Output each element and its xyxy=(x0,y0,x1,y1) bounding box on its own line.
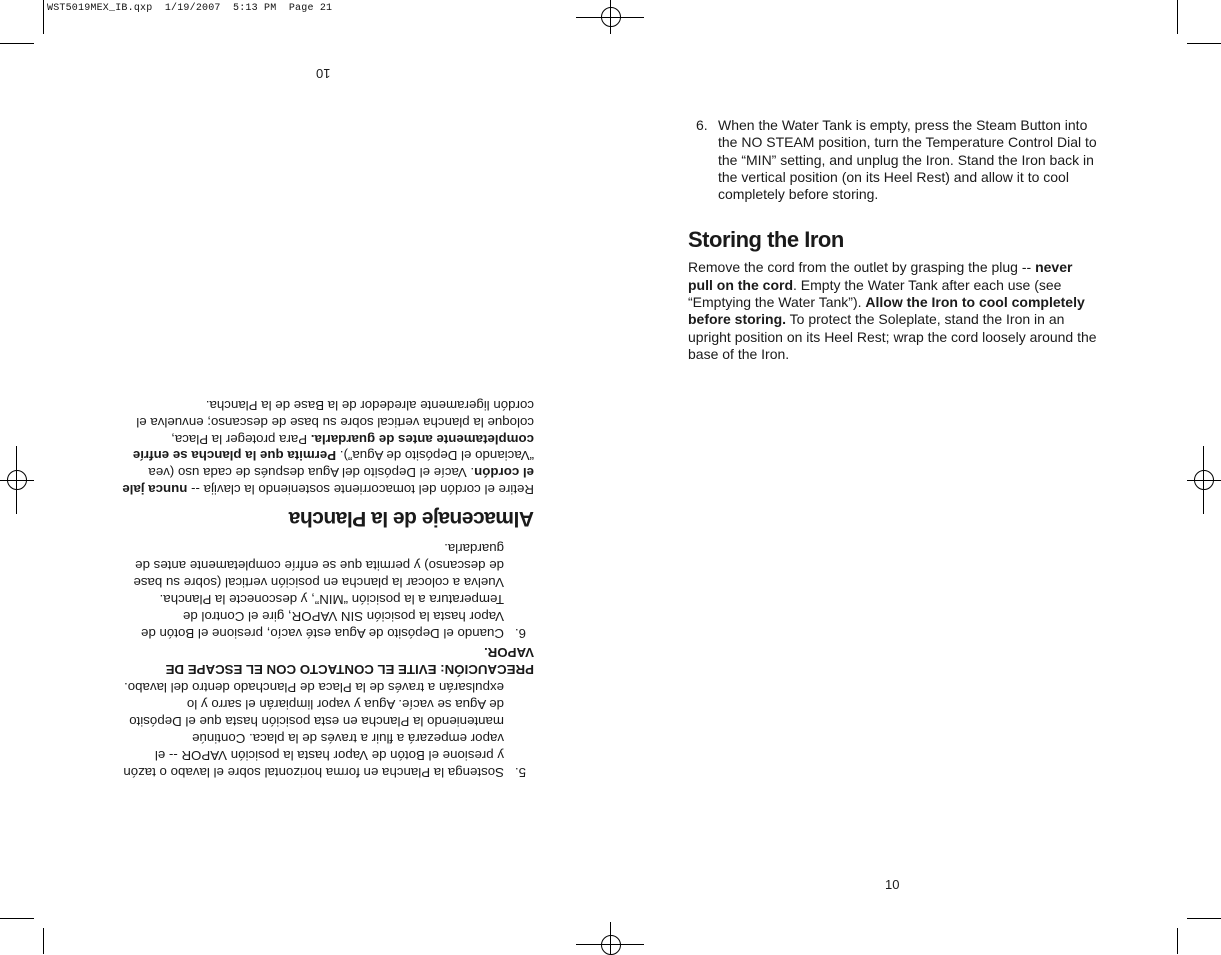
crop-mark xyxy=(43,0,44,34)
para-text: . Empty the Water Tank after each use (see “Emptying the Water Tank”). xyxy=(688,276,1062,311)
storing-paragraph xyxy=(688,259,1100,363)
step-number: 6. xyxy=(514,625,526,641)
crop-mark xyxy=(0,918,34,919)
step-6 xyxy=(688,117,1100,203)
storing-paragraph xyxy=(122,396,534,497)
crop-mark xyxy=(1187,918,1221,919)
registration-line xyxy=(1203,446,1204,514)
step-5 xyxy=(122,679,534,780)
para-bold: never pull on the cord xyxy=(688,259,1073,293)
para-text: To protect the Soleplate, stand the Iron in an upright position on its Heel Rest; wrap the cord loosely around the base of the Iron. xyxy=(688,311,1097,362)
step-number: 5. xyxy=(514,765,526,781)
crop-mark xyxy=(43,928,44,954)
crop-mark xyxy=(0,43,34,44)
section-heading: Storing the Iron xyxy=(688,227,844,253)
step-text: When the Water Tank is empty, press the Steam Button into the NO STEAM position, turn the Temperature Control Dial to the “MIN” setting, and unplug the Iron. Stand the Iron back in the vertical position (on its Heel Rest) and allow it to cool completely before storing. xyxy=(718,117,1097,203)
para-bold: nunca jale el cordón xyxy=(122,465,534,498)
para-text: Retire el cordón del tomacorriente sosteniendo la clavija -- xyxy=(187,482,534,498)
english-page xyxy=(688,117,1100,363)
para-text: Remove the cord from the outlet by grasping the plug -- xyxy=(688,259,1036,276)
registration-line xyxy=(610,922,611,954)
para-bold: Permita que la plancha se enfríe completamente antes de guardarla. xyxy=(132,431,534,464)
spanish-page-upside-down xyxy=(122,396,534,780)
step-text: Cuando el Depósito de Agua esté vacío, presione el Botón de Vapor hasta la posición SIN VAPOR, gire el Control de Temperatura a la posición “MIN”, y desconecte la Plancha. Vuelva a colocar la plancha en posición vertical (sobre su base de descanso) y permita que se enfríe completamente antes de guardarla. xyxy=(133,541,504,641)
crop-mark xyxy=(1187,43,1221,44)
step-6 xyxy=(122,539,534,640)
para-bold: Allow the Iron to cool completely before storing. xyxy=(688,294,1085,328)
step-number: 6. xyxy=(696,117,708,133)
caution-warning: PRECAUCIÓN: EVITE EL CONTACTO CON EL ESCAPE DE VAPOR. xyxy=(165,644,534,677)
page-number: 10 xyxy=(885,877,900,892)
crop-mark xyxy=(1177,928,1178,954)
step-text: Sostenga la Plancha en forma horizontal sobre el lavabo o tazón y presione el Botón de Vapor hasta la posición VAPOR -- el vapor empezará a fluir a través de la placa. Continúe manteniendo la Plancha en esta posición hasta que el Depósito de Agua se vacíe. Agua y vapor limpiarán el sarro y lo expulsarán a través de la Placa de Planchado dentro del lavabo. xyxy=(123,680,504,781)
para-text: . Vacíe el Depósito del Agua después de cada uso (vea “Vaciando el Depósito de Agua”). xyxy=(148,448,534,481)
registration-line xyxy=(610,0,611,34)
registration-line xyxy=(16,446,17,514)
registration-line xyxy=(1187,480,1221,481)
section-heading: Almacenaje de la Plancha xyxy=(289,507,534,531)
crop-mark xyxy=(1177,0,1178,34)
para-text: Para proteger la Placa, coloque la plancha vertical sobre su base de descanso; envuelva el cordón ligeramente alrededor de la Base de la Plancha. xyxy=(136,397,534,447)
page-number-upside-down: 10 xyxy=(316,66,331,81)
registration-line xyxy=(0,480,34,481)
registration-mark xyxy=(601,935,621,955)
file-slug: WST5019MEX_IB.qxp 1/19/2007 5:13 PM Page 21 xyxy=(47,3,333,14)
